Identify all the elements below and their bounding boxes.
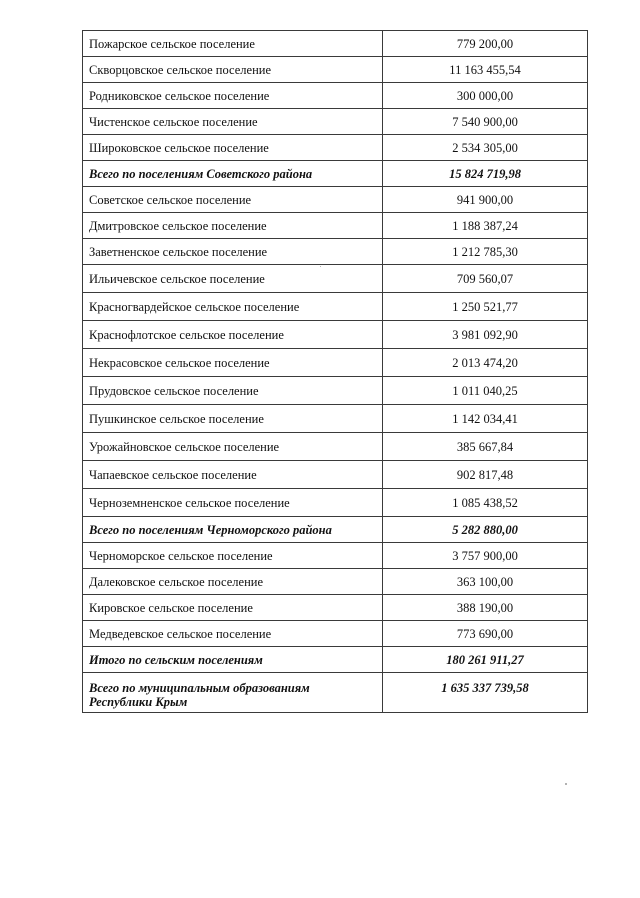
table-row — [83, 595, 588, 621]
settlement-name: Пожарское сельское поселение — [83, 31, 383, 57]
table-row — [83, 135, 588, 161]
table-row — [83, 543, 588, 569]
table-row — [83, 433, 588, 461]
settlement-name: Медведевское сельское поселение — [83, 621, 383, 647]
subtotal-label: Всего по поселениям Советского района — [83, 161, 383, 187]
grand-total-row — [83, 673, 588, 713]
settlement-name: Краснофлотское сельское поселение — [83, 321, 383, 349]
settlement-amount: 11 163 455,54 — [383, 57, 588, 83]
settlement-amount: 2 534 305,00 — [383, 135, 588, 161]
settlement-name: Пушкинское сельское поселение — [83, 405, 383, 433]
scan-speck — [565, 783, 567, 785]
table-row — [83, 377, 588, 405]
settlement-name: Черноморское сельское поселение — [83, 543, 383, 569]
table-row — [83, 239, 588, 265]
settlement-amount: 363 100,00 — [383, 569, 588, 595]
settlement-name: Черноземненское сельское поселение — [83, 489, 383, 517]
settlement-amount: 385 667,84 — [383, 433, 588, 461]
settlement-name: Широковское сельское поселение — [83, 135, 383, 161]
subtotal-amount: 15 824 719,98 — [383, 161, 588, 187]
settlement-name: Советское сельское поселение — [83, 187, 383, 213]
settlement-amount: 1 188 387,24 — [383, 213, 588, 239]
table-row — [83, 109, 588, 135]
table-row — [83, 621, 588, 647]
table-row — [83, 187, 588, 213]
settlement-amount: 779 200,00 — [383, 31, 588, 57]
settlement-amount: 1 085 438,52 — [383, 489, 588, 517]
table-row — [83, 349, 588, 377]
settlement-amount: 773 690,00 — [383, 621, 588, 647]
settlement-amount: 1 011 040,25 — [383, 377, 588, 405]
settlement-amount: 3 981 092,90 — [383, 321, 588, 349]
settlement-amount: 1 212 785,30 — [383, 239, 588, 265]
subtotal-amount: 5 282 880,00 — [383, 517, 588, 543]
settlement-name: Красногвардейское сельское поселение — [83, 293, 383, 321]
settlement-amount: 902 817,48 — [383, 461, 588, 489]
settlement-amount: 300 000,00 — [383, 83, 588, 109]
total-row — [83, 647, 588, 673]
table-row — [83, 83, 588, 109]
settlement-name: Далековское сельское поселение — [83, 569, 383, 595]
table-row — [83, 213, 588, 239]
total-label: Итого по сельским поселениям — [83, 647, 383, 673]
settlement-amount: 1 142 034,41 — [383, 405, 588, 433]
total-amount: 180 261 911,27 — [383, 647, 588, 673]
settlement-name: Дмитровское сельское поселение — [83, 213, 383, 239]
settlement-amount: 1 250 521,77 — [383, 293, 588, 321]
table-row — [83, 31, 588, 57]
settlement-name: Скворцовское сельское поселение — [83, 57, 383, 83]
settlement-name: Кировское сельское поселение — [83, 595, 383, 621]
grand-total-amount: 1 635 337 739,58 — [383, 673, 588, 713]
settlement-name: Заветненское сельское поселение — [83, 239, 383, 265]
settlement-amount: 941 900,00 — [383, 187, 588, 213]
table-row — [83, 569, 588, 595]
settlement-amount: 3 757 900,00 — [383, 543, 588, 569]
subtotal-row — [83, 161, 588, 187]
settlement-amount: 709 560,07 — [383, 265, 588, 293]
budget-table-body — [83, 31, 588, 713]
table-row — [83, 489, 588, 517]
table-row — [83, 265, 588, 293]
scan-speck — [320, 266, 321, 267]
settlement-name: Прудовское сельское поселение — [83, 377, 383, 405]
table-row — [83, 405, 588, 433]
settlement-amount: 2 013 474,20 — [383, 349, 588, 377]
subtotal-row — [83, 517, 588, 543]
settlement-name: Чапаевское сельское поселение — [83, 461, 383, 489]
subtotal-label: Всего по поселениям Черноморского района — [83, 517, 383, 543]
budget-table — [82, 30, 588, 713]
grand-total-label: Всего по муниципальным образованиям Республики Крым — [83, 673, 383, 713]
settlement-amount: 388 190,00 — [383, 595, 588, 621]
settlement-name: Некрасовское сельское поселение — [83, 349, 383, 377]
settlement-name: Родниковское сельское поселение — [83, 83, 383, 109]
table-row — [83, 321, 588, 349]
table-row — [83, 293, 588, 321]
settlement-name: Ильичевское сельское поселение — [83, 265, 383, 293]
table-row — [83, 461, 588, 489]
table-row — [83, 57, 588, 83]
settlement-name: Чистенское сельское поселение — [83, 109, 383, 135]
settlement-name: Урожайновское сельское поселение — [83, 433, 383, 461]
settlement-amount: 7 540 900,00 — [383, 109, 588, 135]
